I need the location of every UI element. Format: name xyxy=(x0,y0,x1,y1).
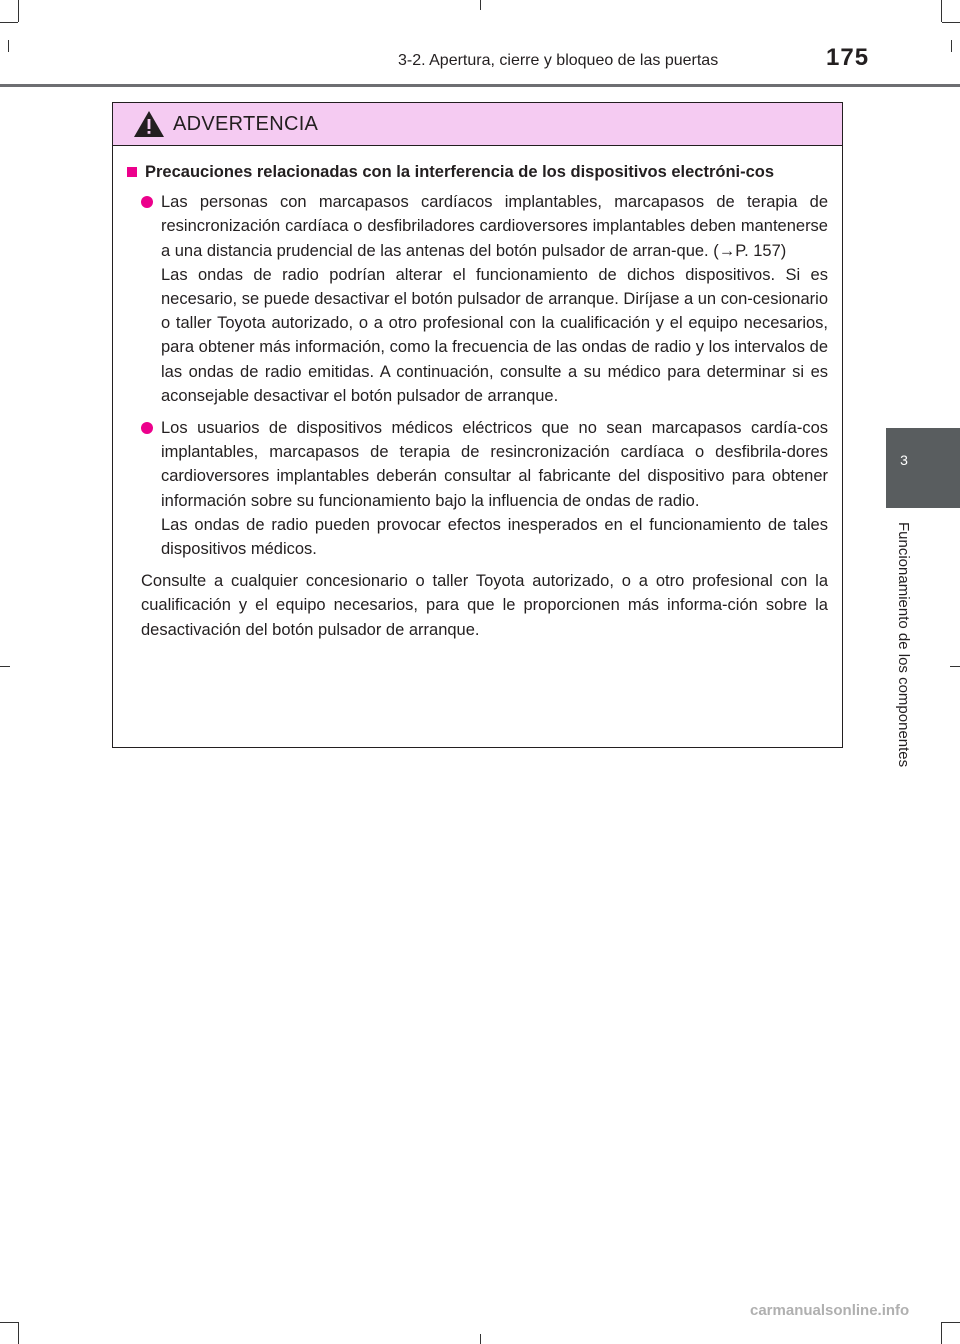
warning-body xyxy=(113,146,842,642)
crop-mark xyxy=(950,666,960,667)
crop-mark xyxy=(8,40,9,52)
list-item xyxy=(125,190,828,408)
chapter-tab xyxy=(886,428,960,508)
crop-mark xyxy=(941,1322,942,1344)
crop-mark xyxy=(0,1322,18,1323)
chapter-title: Funcionamiento de los componentes xyxy=(895,522,912,768)
closing-paragraph: Consulte a cualquier concesionario o taller Toyota autorizado, o a otro profesional con la cualificación y el equipo necesarios, para que le proporcionen más informa-ción sobre la desactivación del botón pulsador de arranque. xyxy=(141,572,828,639)
warning-title: ADVERTENCIA xyxy=(173,112,319,135)
crop-mark xyxy=(951,40,952,52)
crop-mark xyxy=(18,1322,19,1344)
page-number: 175 xyxy=(826,44,870,71)
dot-bullet-icon xyxy=(141,422,153,434)
crop-mark xyxy=(941,0,942,22)
warning-box xyxy=(112,102,843,748)
crop-mark xyxy=(942,22,960,23)
header-rule xyxy=(0,84,960,87)
crop-mark xyxy=(0,22,18,23)
chapter-number: 3 xyxy=(900,452,908,468)
crop-mark xyxy=(480,1334,481,1344)
paragraph: Las personas con marcapasos cardíacos implantables, marcapasos de terapia de resincronización cardíaca o desfibriladores cardioversores implantables deben mantenerse a una distancia prudencial de las antenas del botón pulsador de arran-que. (→P. 157) xyxy=(161,193,828,260)
warning-header xyxy=(113,103,842,146)
warning-heading xyxy=(125,160,828,184)
watermark: carmanualsonline.info xyxy=(750,1302,910,1319)
square-bullet-icon xyxy=(127,167,137,177)
list-item xyxy=(125,416,828,561)
list-item-text xyxy=(161,190,828,408)
crop-mark xyxy=(480,0,481,10)
warning-heading-text: Precauciones relacionadas con la interferencia de los dispositivos electróni-cos xyxy=(145,163,775,181)
paragraph: Las ondas de radio pueden provocar efectos inesperados en el funcionamiento de tales dispositivos médicos. xyxy=(161,515,828,559)
list-item-text xyxy=(161,416,828,561)
paragraph: Las ondas de radio podrían alterar el funcionamiento de dichos dispositivos. Si es necesario, se puede desactivar el botón pulsador de arranque. Diríjase a un con-cesionario o taller Toyota autorizado, o a otro profesional con la cualificación y el equipo necesarios, para obtener más información, como la frecuencia de las ondas de radio y los intervalos de las ondas de radio emitidas. A continuación, consulte a su médico para determinar si es aconsejable desactivar el botón pulsador de arranque. xyxy=(161,265,828,405)
dot-bullet-icon xyxy=(141,196,153,208)
section-header: 3-2. Apertura, cierre y bloqueo de las puertas xyxy=(398,52,719,69)
crop-mark xyxy=(18,0,19,22)
warning-triangle-icon xyxy=(133,110,165,138)
crop-mark xyxy=(0,666,10,667)
crop-mark xyxy=(942,1322,960,1323)
paragraph: Los usuarios de dispositivos médicos eléctricos que no sean marcapasos cardía-cos implantables, marcapasos de terapia de resincronización cardíaca o desfibrila-dores cardioversores implantables deberán consultar al fabricante del dispositivo para obtener información sobre su funcionamiento bajo la influencia de ondas de radio. xyxy=(161,419,828,510)
